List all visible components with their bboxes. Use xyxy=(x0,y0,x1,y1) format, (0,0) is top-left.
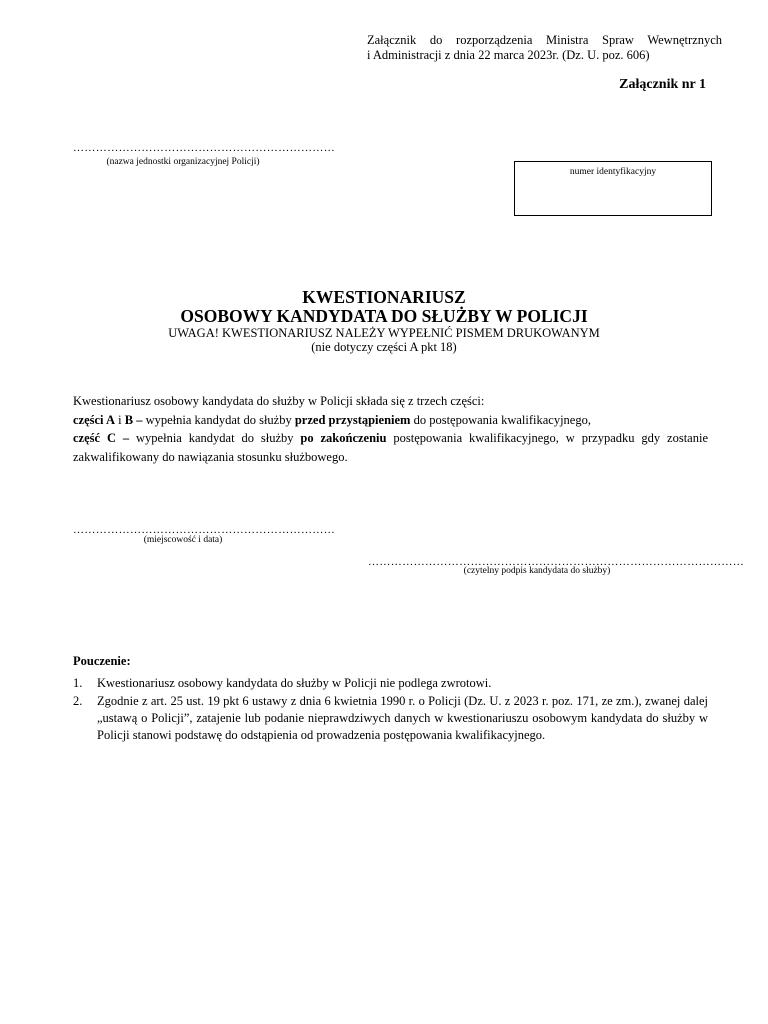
and-text: i xyxy=(115,412,125,427)
list-item xyxy=(73,675,708,692)
title-line-1: KWESTIONARIUSZ xyxy=(302,287,466,307)
list-item-number: 1. xyxy=(73,676,83,690)
signature-field[interactable]: ……………………………………………………………………………………… xyxy=(368,556,745,568)
part-ab-text-2: do postępowania kwalifikacyjnego, xyxy=(410,412,591,427)
intro-section xyxy=(73,392,708,466)
fill-warning-note: (nie dotyczy części A pkt 18) xyxy=(311,340,457,354)
instructions-list xyxy=(73,675,708,745)
part-a-label: części A xyxy=(73,412,115,427)
place-date-caption: (miejscowość i data) xyxy=(143,535,223,545)
intro-paragraph-1: Kwestionariusz osobowy kandydata do służby w Policji składa się z trzech części: xyxy=(73,394,485,408)
part-c-text-2: postępowania kwalifikacyjnego, w przypadku gdy zostanie zakwalifikowany do nawiązania stosunku służbowego. xyxy=(73,431,708,464)
intro-paragraph-2 xyxy=(73,411,708,430)
title-line-2: OSOBOWY KANDYDATA DO SŁUŻBY W POLICJI xyxy=(180,306,588,326)
intro-paragraph-3 xyxy=(73,429,708,466)
part-b-label: B xyxy=(124,412,134,427)
annex-note-line-2: i Administracji z dnia 22 marca 2023r. (Dz. U. poz. 606) xyxy=(367,48,650,62)
part-ab-text-1: wypełnia kandydat do służby xyxy=(145,412,295,427)
after-qualification-text: po zakończeniu xyxy=(300,431,387,445)
annex-note-line-1: Załącznik do rozporządzenia Ministra Spraw Wewnętrznych xyxy=(367,33,722,47)
place-date-field[interactable]: …………………………………………………………… xyxy=(73,524,336,536)
before-qualification-text: przed przystąpieniem xyxy=(294,412,411,427)
dash-text: – xyxy=(133,412,146,427)
unit-name-field[interactable]: …………………………………………………………… xyxy=(73,142,336,154)
id-number-box[interactable] xyxy=(514,161,712,216)
part-c-text-1: wypełnia kandydat do służby xyxy=(136,431,301,445)
document-title xyxy=(0,288,768,354)
part-c-label: część C xyxy=(73,431,116,445)
id-number-label: numer identyfikacyjny xyxy=(569,167,657,177)
signature-caption: (czytelny podpis kandydata do służby) xyxy=(463,566,611,576)
unit-name-caption: (nazwa jednostki organizacyjnej Policji) xyxy=(106,157,260,167)
annex-reference-note xyxy=(367,33,722,63)
list-item-text: Zgodnie z art. 25 ust. 19 pkt 6 ustawy z dnia 6 kwietnia 1990 r. o Policji (Dz. U. z 2023 r. poz. 171, ze zm.), zwanej dalej „ustawą o Policji”, zatajenie lub podanie nieprawdziwych danych w kwestionariuszu osobowym kandydata do służby w Policji stanowi podstawę do odstąpienia od prowadzenia postępowania kwalifikacyjnego. xyxy=(97,694,708,742)
fill-warning: UWAGA! KWESTIONARIUSZ NALEŻY WYPEŁNIĆ PISMEM DRUKOWANYM xyxy=(168,326,600,340)
annex-number: Załącznik nr 1 xyxy=(619,77,706,92)
instructions-heading: Pouczenie: xyxy=(73,654,131,668)
list-item-text: Kwestionariusz osobowy kandydata do służby w Policji nie podlega zwrotowi. xyxy=(97,676,492,690)
list-item-number: 2. xyxy=(73,694,83,708)
dash-text-c: – xyxy=(115,431,137,445)
list-item xyxy=(73,693,708,744)
